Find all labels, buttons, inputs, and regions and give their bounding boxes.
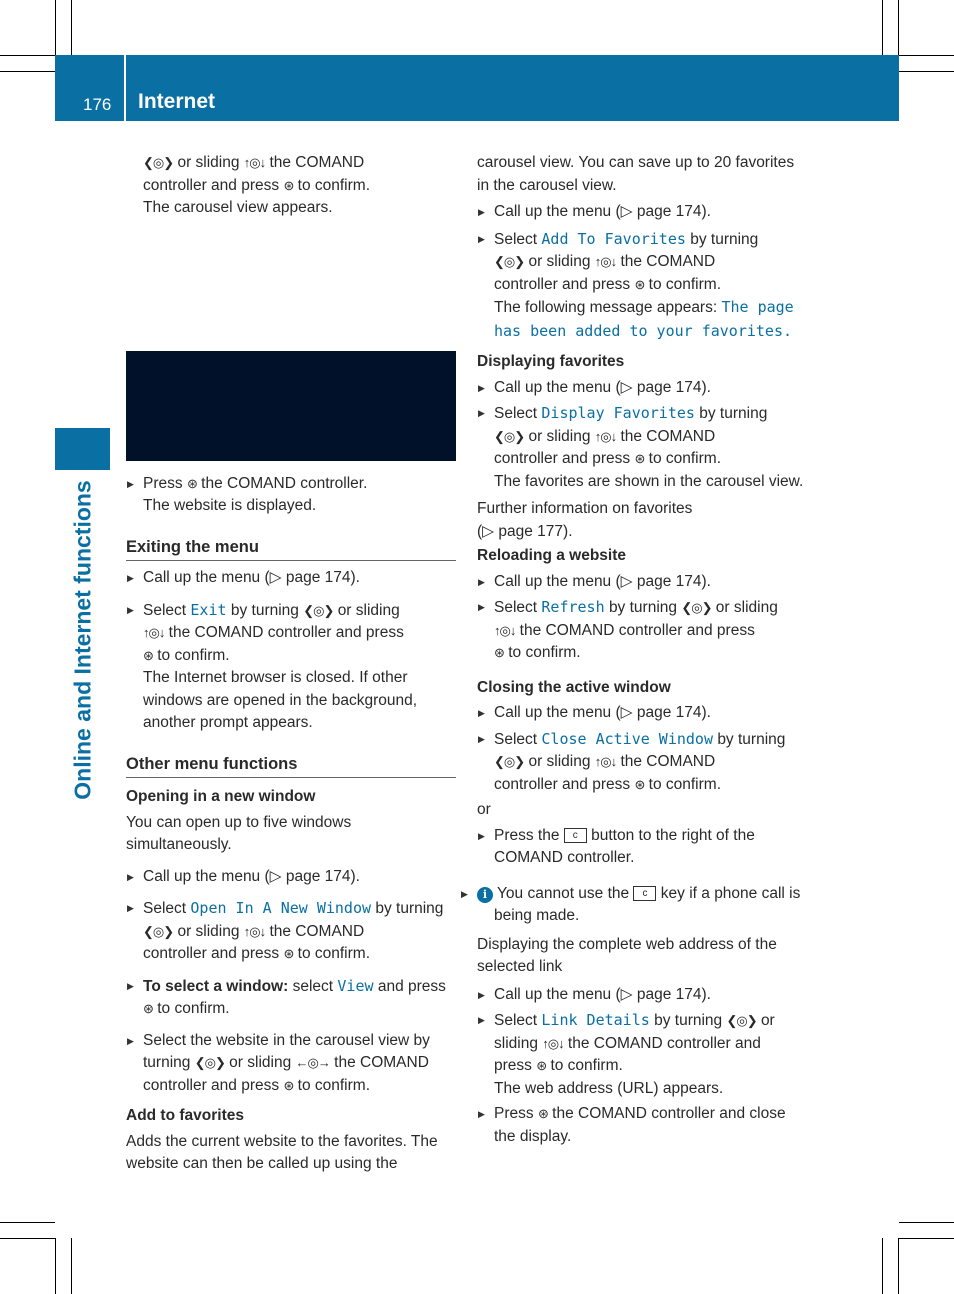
crop-mark <box>899 1238 954 1239</box>
crop-mark <box>899 55 954 56</box>
section-heading-other: Other menu functions <box>126 753 456 779</box>
crop-mark <box>0 55 55 56</box>
step-add-to-favorites: ▶ Select Add To Favorites by turning ❮◎❯ or sliding ↑◎↓ the COMAND controller and press ⊛ to confirm. The following message appears: The page has been added to your favorites. <box>477 228 809 344</box>
crop-mark <box>71 0 72 55</box>
crop-mark <box>882 1238 883 1294</box>
slide-controller-icon: ↑◎↓ <box>594 428 617 444</box>
menu-item-display-favorites: Display Favorites <box>541 404 695 422</box>
step-select-exit: ▶ Select Exit by turning ❮◎❯ or sliding ↑◎↓ the COMAND controller and press ⊛ to confirm. The Internet browser is closed. If other windows are opened in the background, another prompt appears. <box>126 599 456 735</box>
further-info: Further information on favorites (▷ page 177). <box>477 500 693 540</box>
message-text: has been added to your favorites. <box>494 321 793 340</box>
step-call-menu: ▶ Call up the menu (▷ page 174). <box>477 377 809 400</box>
step-select-carousel-website: ▶ Select the website in the carousel view by turning ❮◎❯ or sliding ←◎→ the COMAND controller and press ⊛ to confirm. <box>126 1030 456 1098</box>
press-controller-icon: ⊛ <box>186 475 197 491</box>
crop-mark <box>898 1238 899 1294</box>
menu-item-add-to-favorites: Add To Favorites <box>541 229 686 248</box>
slide-controller-icon: ↑◎↓ <box>243 923 266 939</box>
turn-controller-icon: ❮◎❯ <box>494 254 525 269</box>
favorites-intro-continued: carousel view. You can save up to 20 favorites in the carousel view. <box>477 154 795 194</box>
crop-mark <box>55 1238 56 1294</box>
press-controller-icon: ⊛ <box>536 1058 547 1073</box>
step-press-c-button: ▶ Press the c button to the right of the COMAND controller. <box>477 825 809 870</box>
slide-controller-icon: ↑◎↓ <box>143 625 165 640</box>
favorites-intro: Adds the current website to the favorites. The website can then be called up using the <box>126 1132 438 1172</box>
slide-controller-icon: ↑◎↓ <box>594 254 617 269</box>
press-controller-icon: ⊛ <box>634 776 645 792</box>
press-controller-icon: ⊛ <box>143 647 153 663</box>
step-call-menu: ▶ Call up the menu (▷ page 174). <box>477 984 809 1007</box>
right-column <box>477 152 809 1148</box>
press-controller-icon: ⊛ <box>283 177 294 193</box>
crop-mark <box>0 1222 55 1223</box>
turn-controller-icon: ❮◎❯ <box>494 754 525 769</box>
step-select-new-window: ▶ Select Open In A New Window by turning ❮◎❯ or sliding ↑◎↓ the COMAND controller and press ⊛ to confirm. <box>126 897 456 966</box>
crop-mark <box>898 0 899 55</box>
slide-controller-icon: ↑◎↓ <box>542 1035 564 1051</box>
step-display-favorites: ▶ Select Display Favorites by turning ❮◎❯ or sliding ↑◎↓ the COMAND controller and press ⊛ to confirm. The favorites are shown in the carousel view. <box>477 402 809 493</box>
menu-item-open-new-window: Open In A New Window <box>190 899 372 917</box>
header-divider <box>124 55 126 121</box>
new-window-intro: You can open up to five windows simultaneously. <box>126 813 352 853</box>
info-icon: i <box>477 887 493 903</box>
step-refresh: ▶ Select Refresh by turning ❮◎❯ or sliding ↑◎↓ the COMAND controller and press ⊛ to confirm. <box>477 596 809 665</box>
turn-controller-icon: ❮◎❯ <box>726 1013 757 1028</box>
menu-item-exit: Exit <box>190 600 227 619</box>
press-controller-icon: ⊛ <box>283 946 294 961</box>
step-call-menu: ▶ Call up the menu (▷ page 174). <box>477 702 809 725</box>
crop-mark <box>55 0 56 55</box>
side-tab-label: Online and Internet functions <box>69 480 96 800</box>
menu-item-close-active-window: Close Active Window <box>541 729 713 748</box>
turn-controller-icon: ❮◎❯ <box>494 428 525 444</box>
press-controller-icon: ⊛ <box>634 276 645 292</box>
page-number: 176 <box>83 95 112 114</box>
or-text: or <box>477 801 491 818</box>
turn-controller-icon: ❮◎❯ <box>681 600 712 615</box>
turn-controller-icon: ❮◎❯ <box>143 155 174 170</box>
subheading-add-favorites: Add to favorites <box>126 1107 244 1124</box>
step-call-menu: ▶ Call up the menu (▷ page 174). <box>477 571 809 594</box>
turn-controller-icon: ❮◎❯ <box>143 923 174 939</box>
carousel-screen-image <box>126 351 456 461</box>
step-close-display: ▶ Press ⊛ the COMAND controller and close the display. <box>477 1103 809 1148</box>
slide-lr-controller-icon: ←◎→ <box>295 1055 330 1070</box>
crop-mark <box>0 1238 55 1239</box>
press-controller-icon: ⊛ <box>283 1077 294 1093</box>
crop-mark <box>899 71 954 72</box>
crop-mark <box>882 0 883 55</box>
step-call-menu: ▶ Call up the menu (▷ page 174). <box>126 567 456 590</box>
step-close-window: ▶ Select Close Active Window by turning ❮◎❯ or sliding ↑◎↓ the COMAND controller and press ⊛ to confirm. <box>477 728 809 797</box>
slide-controller-icon: ↑◎↓ <box>594 754 617 769</box>
subheading-reloading: Reloading a website <box>477 547 627 564</box>
slide-controller-icon: ↑◎↓ <box>494 622 516 638</box>
turn-controller-icon: ❮◎❯ <box>303 602 334 618</box>
complete-address-intro: Displaying the complete web address of the selected link <box>477 935 777 975</box>
slide-controller-icon: ↑◎↓ <box>243 155 266 170</box>
press-step: ▶ Press ⊛ the COMAND controller. The website is displayed. <box>126 473 456 518</box>
step-call-menu: ▶ Call up the menu (▷ page 174). <box>477 201 809 224</box>
press-controller-icon: ⊛ <box>634 451 645 466</box>
c-key-icon: c <box>633 886 656 901</box>
press-controller-icon: ⊛ <box>494 645 504 660</box>
message-text: The page <box>721 298 794 316</box>
turn-controller-icon: ❮◎❯ <box>194 1055 225 1070</box>
crop-mark <box>899 1222 954 1223</box>
crop-mark <box>71 1238 72 1294</box>
crop-mark <box>0 71 55 72</box>
info-note: ▶ i You cannot use the c key if a phone call is being made. <box>477 883 809 928</box>
side-tab <box>55 428 110 470</box>
press-controller-icon: ⊛ <box>143 1001 153 1016</box>
step-link-details: ▶ Select Link Details by turning ❮◎❯ or sliding ↑◎↓ the COMAND controller and press ⊛ to confirm. The web address (URL) appears. <box>477 1009 809 1100</box>
section-heading-exiting: Exiting the menu <box>126 536 456 562</box>
menu-item-refresh: Refresh <box>541 598 605 616</box>
press-controller-icon: ⊛ <box>537 1106 548 1121</box>
subheading-display-favorites: Displaying favorites <box>477 353 625 370</box>
intro-step-continued: ❮◎❯ or sliding ↑◎↓ the COMAND controller and press ⊛ to confirm. The carousel view appears. <box>143 154 371 216</box>
subheading-new-window: Opening in a new window <box>126 788 316 805</box>
subheading-closing-window: Closing the active window <box>477 678 671 696</box>
step-select-window: ▶ To select a window: select View and press ⊛ to confirm. <box>126 975 456 1021</box>
c-key-icon: c <box>564 828 587 843</box>
left-column <box>126 152 456 1176</box>
step-call-menu: ▶ Call up the menu (▷ page 174). <box>126 866 456 889</box>
menu-item-view: View <box>337 976 374 995</box>
menu-item-link-details: Link Details <box>541 1011 650 1029</box>
page-title: Internet <box>138 90 216 113</box>
